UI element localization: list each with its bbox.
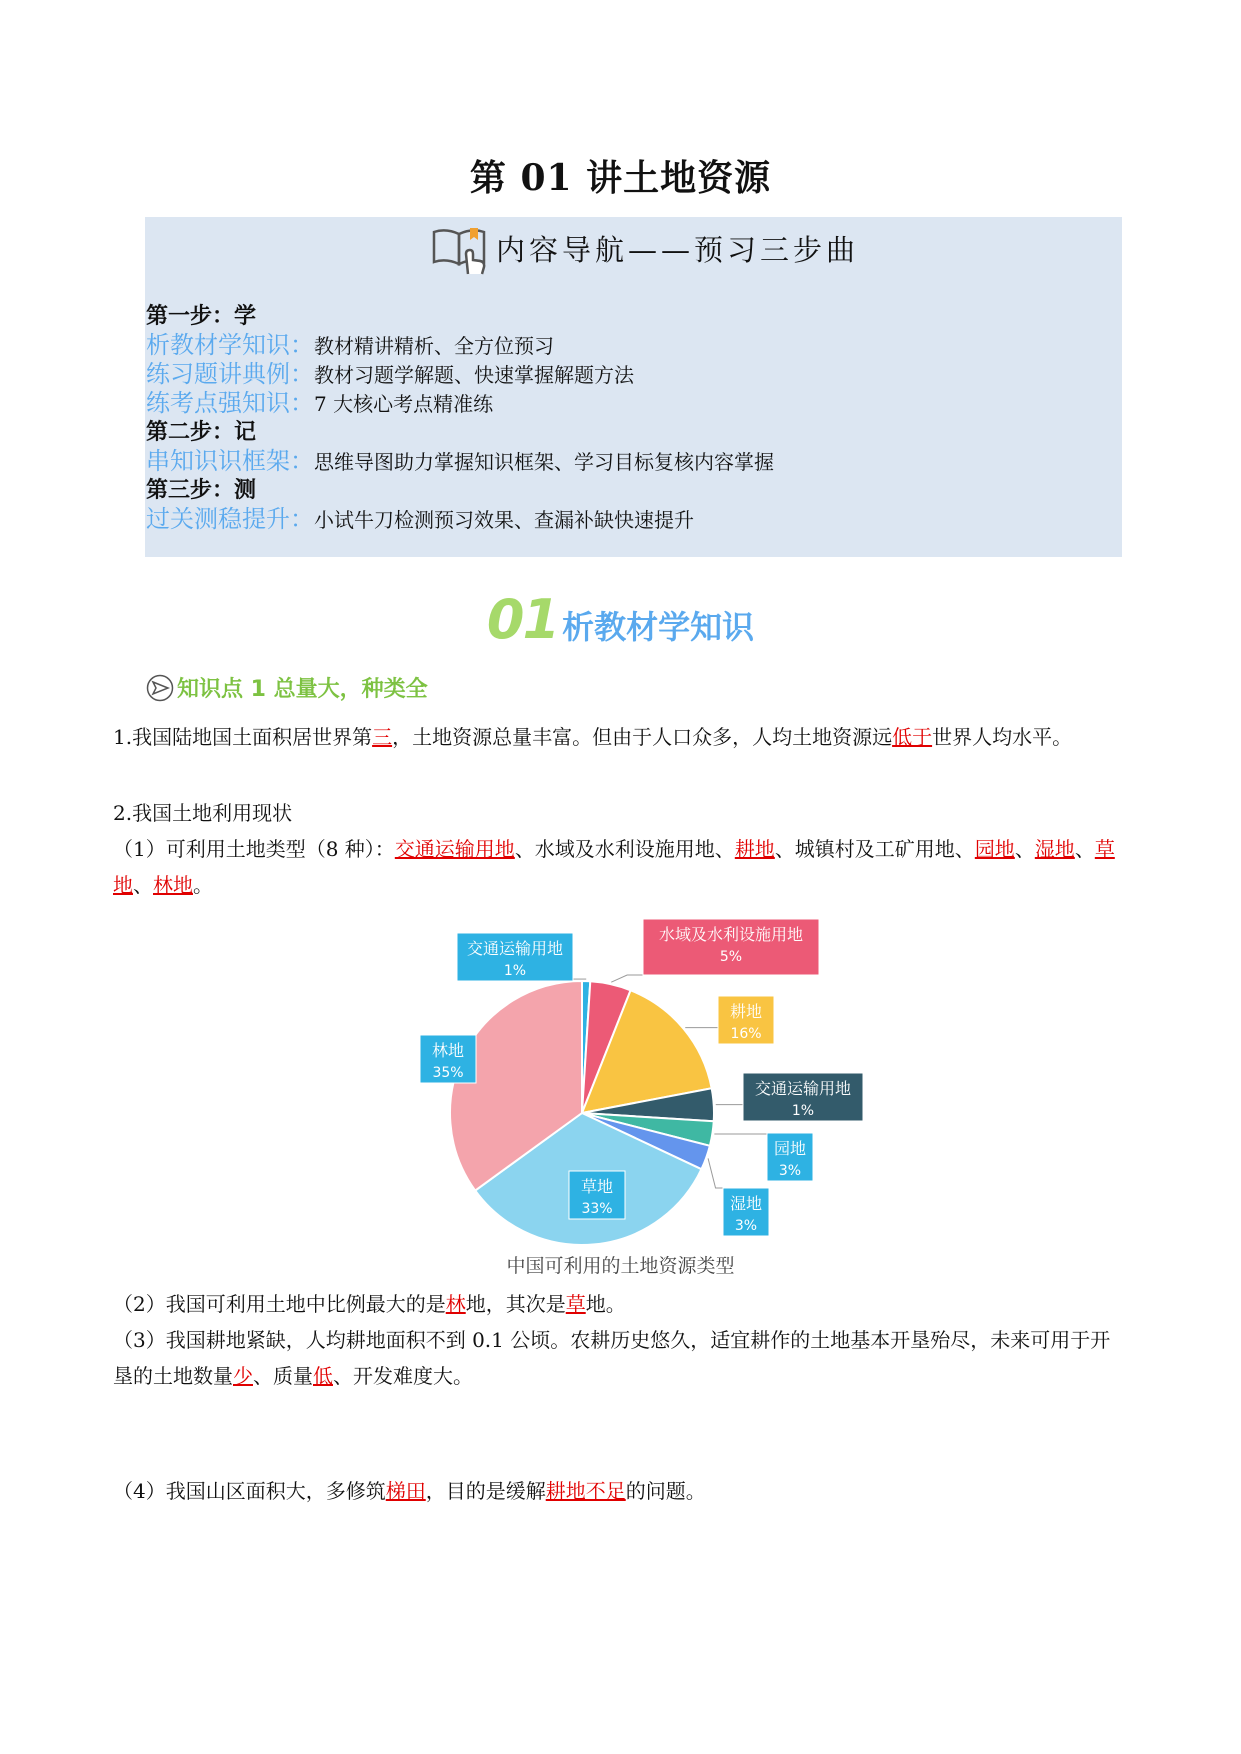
nav-line: 第一步：学 [146,303,257,329]
nav-line: 练考点强知识：7 大核心考点精准练 [146,389,494,417]
data-label-value: 35% [432,1065,464,1081]
paragraph-6: （4）我国山区面积大，多修筑梯田，目的是缓解耕地不足的问题。 [113,1479,706,1503]
section-number: 01 [486,588,559,651]
knowledge-point-heading: 知识点 1 总量大，种类全 [145,672,428,703]
chart-title: 中国可利用的土地资源类型 [506,1255,735,1277]
data-label-value: 1% [791,1103,815,1119]
data-label-value: 1% [503,963,527,979]
data-label-name: 湿地 [729,1194,763,1213]
nav-line: 练习题讲典例：教材习题学解题、快速掌握解题方法 [146,360,634,388]
data-label-value: 16% [730,1026,762,1042]
paragraph-5: （3）我国耕地紧缺，人均耕地面积不到 0.1 公顷。农耕历史悠久，适宜耕作的土地基本开垦殆尽，未来可用于开垦的土地数量少、质量低、开发难度大。 [113,1328,1111,1388]
section-heading [0,588,1241,651]
data-label-name: 交通运输用地 [466,939,564,958]
data-label-name: 交通运输用地 [754,1079,852,1098]
leader-line [708,1158,723,1188]
leader-line [611,975,643,982]
section-name: 析教材学知识 [562,608,755,646]
data-label-name: 水域及水利设施用地 [658,925,804,944]
data-label-name: 草地 [580,1177,614,1196]
pie-chart [431,918,870,1298]
send-arrow-icon [145,673,175,703]
paragraph-2: 2.我国土地利用现状 [113,801,293,825]
nav-line: 析教材学知识：教材精讲精析、全方位预习 [146,331,554,359]
paragraph-1: 1.我国陆地国土面积居世界第三，土地资源总量丰富。但由于人口众多，人均土地资源远低于世界人均水平。 [113,725,1073,749]
book-pointer-icon [430,220,492,276]
nav-line: 串知识识框架：思维导图助力掌握知识框架、学习目标复核内容掌握 [146,447,774,475]
data-label-value: 33% [581,1201,613,1217]
data-label-name: 园地 [773,1139,807,1158]
paragraph-4: （2）我国可利用土地中比例最大的是林地，其次是草地。 [113,1292,626,1316]
data-label-value: 5% [719,949,743,965]
nav-line: 过关测稳提升：小试牛刀检测预习效果、查漏补缺快速提升 [146,505,694,533]
nav-heading: 内容导航——预习三步曲 [430,218,859,278]
nav-line: 第二步：记 [146,419,257,445]
nav-line: 第三步：测 [146,477,257,503]
paragraph-3: （1）可利用土地类型（8 种）：交通运输用地、水域及水利设施用地、耕地、城镇村及工矿用地、园地、湿地、草地、林地。 [113,837,1115,897]
nav-lines [146,302,1106,534]
data-label-name: 耕地 [729,1002,763,1021]
data-label-value: 3% [778,1163,802,1179]
data-label-value: 3% [734,1218,758,1234]
data-label-name: 林地 [431,1041,465,1060]
page-title: 第 01 讲土地资源 [469,157,772,199]
